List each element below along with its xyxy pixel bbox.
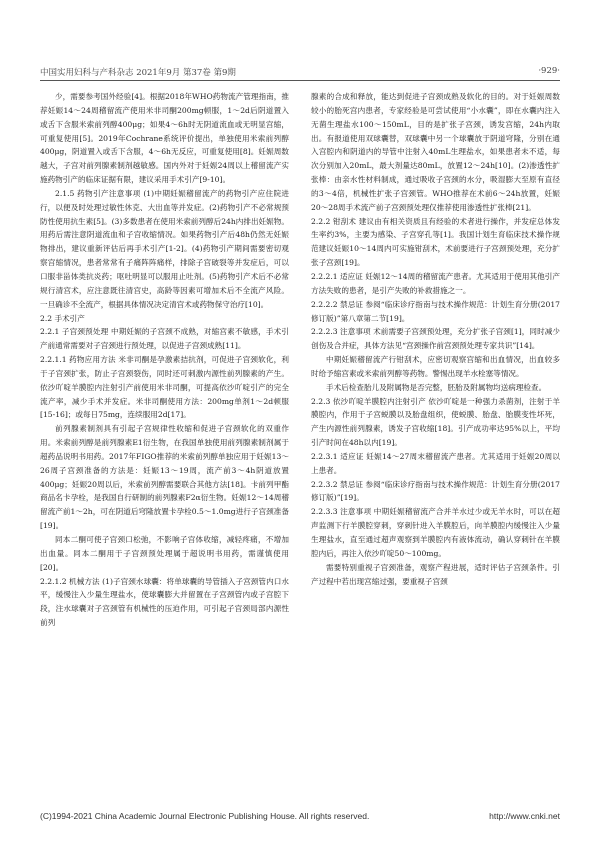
paragraph: 手术后检查胎儿及附属物是否完整，胚胎及附属物均送病理检查。 — [326, 382, 547, 392]
paragraph: 2.1.5 药物引产注意事项 (1)中期妊娠稽留流产的药物引产应住院进行，以便及时处理过敏性休克、大出血等并发症。(2)药物引产不必常规预防性使用抗生素[5]。(3)多数患者在使用米索前列醇后24h内排出妊娠物。用药后需注意阴道流血和子宫收缩情况。如果药物引产后48h仍然无妊娠物排出，建议重新评估后再手术引产[1-2]。(4)药物引产期间需要密切观察宫缩情况，患者常常有子痛阵阵痛样，排除子宫破裂等并发症后，可以口服非甾体类抗炎药；呕吐明显可以服用止吐剂。(5)药物引产术后不必常规行清宫术，应注意既往清宫史，高龄等因素可增加术后不全流产风险。一旦确诊不全流产，根据具体情况决定清宫术或药物保守治疗[10]。 — [40, 188, 289, 309]
left-column — [40, 90, 289, 790]
section-heading: 2.2 手术引产 — [40, 313, 85, 323]
paragraph: 腺素的合成和释放，能达到促进子宫颈成熟及软化的目的。对于妊娠周数较小的胎死宫内患者，专家经验是可尝试使用“小水囊”，即在水囊内注入无菌生理盐水100～150mL，目的是扩张子宫颈，诱发宫缩，24h内取出。有报道使用双球囊替，双球囊中另一个球囊放于阴道穹隆，分别在通入宫腔内和阴道内的导管中注射入40mL生理盐水，如果患者未不适，每次分别加入20mL，最大剂量达80mL，放置12～24h[10]。(2)渗透性扩张棒：由亲水性材料制成，通过吸收子宫颈的水分，吸湿膨大至原有直径的3～4倍，机械性扩张子宫颈管。WHO推荐在术前6～24h放置，妊娠20～28周手术流产前子宫颈预处理仅推荐使用渗透性扩张棒[21]。 — [311, 92, 560, 212]
copyright-notice: (C)1994-2021 China Academic Journal Electronic Publishing House. All rights reserved. — [40, 811, 370, 821]
footer-link[interactable]: http://www.cnki.net — [489, 811, 560, 821]
paragraph: 2.2.2 钳刮术 建议由有相关资质且有经验的术者进行操作，并发症总体发生率约3%，主要为感染、子宫穿孔等[1]。我国计划生育临床技术操作规范建议妊娠10～14周内可实施钳刮术，术前要进行子宫颈预处理，充分扩张子宫颈[19]。 — [311, 216, 560, 268]
running-header — [40, 66, 560, 78]
header-rule — [40, 80, 560, 81]
page-number: ·929· — [538, 66, 560, 76]
paragraph: 2.2.3.3 注意事项 中期妊娠稽留流产合并羊水过少或无羊水时，可以在超声监测下行羊膜腔穿刺，穿刺针进入羊膜腔后，向羊膜腔内缓慢注入少量生理盐水，直至通过超声观察到羊膜腔内有液体流动，确认穿刺针在羊膜腔内后，再注入依沙吖啶50～100mg。 — [311, 507, 560, 558]
paragraph: 2.2.1.2 机械方法 (1)子宫颈水球囊：将单球囊的导管插入子宫颈管内口水平，缓慢注入少量生理盐水，使球囊膨大并留置在子宫颈管内或子宫腔下段，注水球囊对子宫颈管有机械性的压迫作用，可引起子宫颈局部内源性前列 — [40, 576, 289, 628]
paragraph: 2.2.1 子宫颈预处理 中期妊娠的子宫颈不成熟，对缩宫素不敏感，手术引产前通常需要对子宫颈进行预处理，以促进子宫颈成熟[11]。 — [40, 327, 289, 351]
paragraph: 2.2.1.1 药物应用方法 米非司酮是孕激素拮抗剂，可促进子宫颈软化，利于子宫颈扩张，防止子宫颈裂伤，同时还可刺激内源性前列腺素的产生。依沙吖啶羊膜腔内注射引产前使用米非司酮，可提高依沙吖啶引产的完全流产率，减少手术并发症。米非司酮使用方法：200mg单剂1～2d顿服[15-16]；或每日75mg，连续服用2d[17]。 — [40, 355, 289, 420]
paragraph: 少，需要参考国外经验[4]。根据2018年WHO药物流产管理指南，推荐妊娠14～24周稽留流产使用米非司酮200mg顿服，1～2d后阴道置入或舌下含服米索前列醇400μg；如果4～6h时无阴道流血或无明显宫缩，可重复使用[5]。2019年Cochrane系统评价提出，单独使用米索前列醇400μg，阴道置入或舌下含服，4～6h无反应，可重复使用[8]。妊娠周数越大，子宫对前列腺素制剂越敏感。国内外对于妊娠24周以上稽留流产实施药物引产的临床证据有限，建议采用手术引产[9-10]。 — [40, 92, 289, 185]
paragraph: 2.2.3.1 适应证 妊娠14～27周末稽留流产患者。尤其适用于妊娠20周以上患者。 — [311, 451, 560, 475]
paragraph: 2.2.2.3 注意事项 术前需要子宫颈预处理，充分扩张子宫颈[1]，同时减少创伤及合并症，具体方法见“宫颈操作前宫颈预处理专家共识”[14]。 — [311, 327, 560, 351]
journal-citation: 中国实用妇科与产科杂志 2021年9月 第37卷 第9期 — [40, 68, 236, 78]
paragraph: 2.2.2.1 适应证 妊娠12～14周的稽留流产患者。尤其适用于使用其他引产方法失败的患者，是引产失败的补救措施之一。 — [311, 271, 560, 295]
paragraph: 2.2.3 依沙吖啶羊膜腔内注射引产 依沙吖啶是一种强力杀菌剂，注射于羊膜腔内，作用于子宫蜕膜以及胎盘组织，使蜕膜、胎盘、胎膜变性坏死，产生内源性前列腺素，诱发子宫收缩[18]。引产成功率达95%以上，平均引产时间在48h以内[19]。 — [311, 396, 560, 448]
paragraph: 2.2.3.2 禁忌证 参阅“临床诊疗指南与技术操作规范：计划生育分册(2017修订版)”[19]。 — [311, 479, 560, 503]
paragraph: 前列腺素制剂具有引起子宫规律性收缩和促进子宫颈软化的双重作用。米索前列醇是前列腺素E1衍生物，在我国单独使用前列腺素制剂属于超药品说明书用药。2017年FIGO推荐的米索前列醇单独应用于妊娠13～26周子宫颈准备的方法是：妊娠13～19周，流产前3～4h阴道放置400μg；妊娠20周以后，米索前列醇需要联合其他方法[18]。卡前列甲酯商品名卡孕栓，是我国自行研制的前列腺素F2α衍生物。妊娠12～14周稽留流产前1～2h，可在阴道后穹隆放置卡孕栓0.5～1.0mg进行子宫颈准备[19]。 — [40, 424, 289, 531]
paragraph: 同本二酮可使子宫颈口松弛，不影响子宫体收缩，减轻疼痛，不增加出血量。同本二酮用于子宫颈预处理属于超说明书用药，需谨慎使用[20]。 — [40, 535, 289, 572]
paragraph: 中期妊娠稽留流产行钳刮术，应密切观察宫缩和出血情况，出血较多时给予缩宫素或米索前列醇等药物。警惕出现羊水栓塞等情况。 — [311, 355, 560, 378]
paragraph: 2.2.2.2 禁忌证 参阅“临床诊疗指南与技术操作规范：计划生育分册(2017修订版)”第八章第二节[19]。 — [311, 299, 560, 323]
right-column — [311, 90, 560, 790]
paragraph: 需要特别重视子宫颈准备，观察产程进展，适时评估子宫颈条件。引产过程中若出现宫缩过强，要重视子宫颈 — [311, 562, 560, 586]
